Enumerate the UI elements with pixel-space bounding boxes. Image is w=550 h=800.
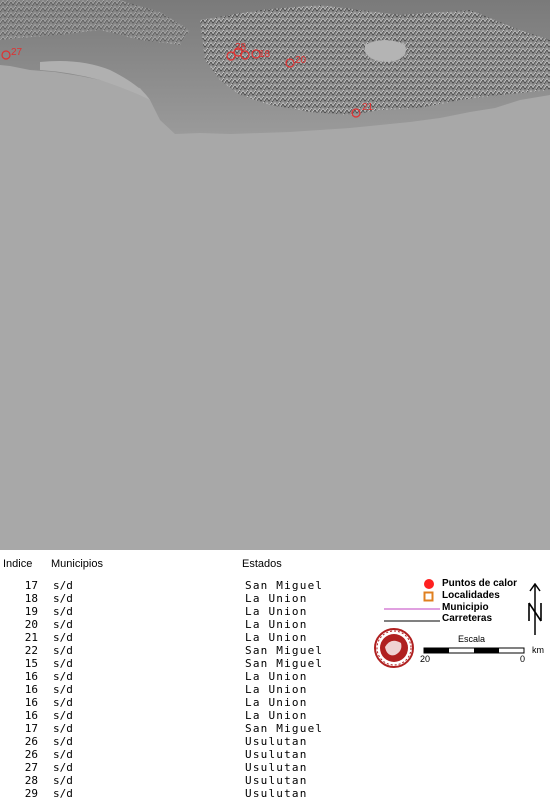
- row-estado: La Union: [245, 631, 308, 644]
- row-municipio: s/d: [53, 618, 73, 631]
- hotspot-label-21: 21: [362, 102, 374, 113]
- row-municipio: s/d: [53, 722, 73, 735]
- hotspot-symbol-icon: [423, 578, 435, 590]
- scale-bar: [423, 647, 525, 655]
- agency-seal-logo: [373, 627, 415, 669]
- row-index: 17: [24, 722, 38, 735]
- row-estado: La Union: [245, 683, 308, 696]
- hotspot-label-27: 27: [11, 47, 23, 58]
- legend-municipality: Municipio: [442, 602, 489, 613]
- table-row: [0, 670, 360, 683]
- row-index: 21: [24, 631, 38, 644]
- row-index: 16: [24, 696, 38, 709]
- row-municipio: s/d: [53, 605, 73, 618]
- table-row: [0, 722, 360, 735]
- row-municipio: s/d: [53, 696, 73, 709]
- hotspot-label-28: 28: [235, 42, 247, 53]
- table-row: [0, 774, 360, 787]
- legend-localities: Localidades: [442, 590, 500, 601]
- row-municipio: s/d: [53, 735, 73, 748]
- row-estado: Usulutan: [245, 735, 308, 748]
- table-row: [0, 605, 360, 618]
- table-rows: [0, 579, 360, 800]
- row-index: 16: [24, 709, 38, 722]
- row-estado: La Union: [245, 592, 308, 605]
- row-index: 27: [24, 761, 38, 774]
- legend-roads: Carreteras: [442, 613, 493, 624]
- row-estado: San Miguel: [245, 579, 324, 592]
- header-indice: Indice: [3, 558, 33, 570]
- table-row: [0, 631, 360, 644]
- north-arrow-icon: [525, 583, 545, 637]
- table-row: [0, 709, 360, 722]
- row-municipio: s/d: [53, 787, 73, 800]
- table-row: [0, 787, 360, 800]
- row-municipio: s/d: [53, 579, 73, 592]
- legend-hotspots: Puntos de calor: [442, 578, 518, 589]
- row-municipio: s/d: [53, 670, 73, 683]
- hotspot-table: [0, 550, 360, 800]
- row-estado: Usulutan: [245, 774, 308, 787]
- row-index: 17: [24, 579, 38, 592]
- row-municipio: s/d: [53, 761, 73, 774]
- table-row: [0, 579, 360, 592]
- header-municipios: Municipios: [51, 558, 103, 570]
- row-estado: San Miguel: [245, 644, 324, 657]
- hotspot-label-20: 20: [295, 55, 307, 66]
- municipality-line-icon: [384, 607, 440, 611]
- scale-left-label: 20: [420, 654, 431, 664]
- header-estados: Estados: [242, 558, 282, 570]
- row-municipio: s/d: [53, 657, 73, 670]
- row-index: 26: [24, 735, 38, 748]
- row-estado: La Union: [245, 696, 308, 709]
- row-municipio: s/d: [53, 748, 73, 761]
- scale-title: Escala: [458, 634, 486, 644]
- row-estado: San Miguel: [245, 657, 324, 670]
- roads-line-icon: [384, 619, 440, 623]
- row-municipio: s/d: [53, 683, 73, 696]
- row-index: 19: [24, 605, 38, 618]
- row-index: 22: [24, 644, 38, 657]
- row-index: 29: [24, 787, 38, 800]
- row-index: 16: [24, 670, 38, 683]
- row-municipio: s/d: [53, 631, 73, 644]
- table-row: [0, 592, 360, 605]
- table-row: [0, 735, 360, 748]
- table-row: [0, 618, 360, 631]
- row-estado: Usulutan: [245, 761, 308, 774]
- row-estado: La Union: [245, 709, 308, 722]
- table-row: [0, 761, 360, 774]
- row-estado: La Union: [245, 618, 308, 631]
- table-row: [0, 644, 360, 657]
- row-index: 26: [24, 748, 38, 761]
- row-estado: La Union: [245, 670, 308, 683]
- hotspot-label-18: 18: [259, 49, 271, 60]
- table-row: [0, 696, 360, 709]
- row-estado: Usulutan: [245, 748, 308, 761]
- row-index: 18: [24, 592, 38, 605]
- row-index: 16: [24, 683, 38, 696]
- row-estado: San Miguel: [245, 722, 324, 735]
- row-municipio: s/d: [53, 644, 73, 657]
- row-municipio: s/d: [53, 709, 73, 722]
- row-index: 15: [24, 657, 38, 670]
- table-row: [0, 748, 360, 761]
- locality-symbol-icon: [423, 591, 435, 603]
- row-municipio: s/d: [53, 774, 73, 787]
- scale-unit-label: km: [532, 645, 544, 655]
- row-index: 20: [24, 618, 38, 631]
- table-row: [0, 657, 360, 670]
- row-estado: Usulutan: [245, 787, 308, 800]
- row-index: 28: [24, 774, 38, 787]
- row-estado: La Union: [245, 605, 308, 618]
- row-municipio: s/d: [53, 592, 73, 605]
- table-row: [0, 683, 360, 696]
- scale-right-label: 0: [520, 654, 526, 664]
- map-legend: [370, 575, 550, 675]
